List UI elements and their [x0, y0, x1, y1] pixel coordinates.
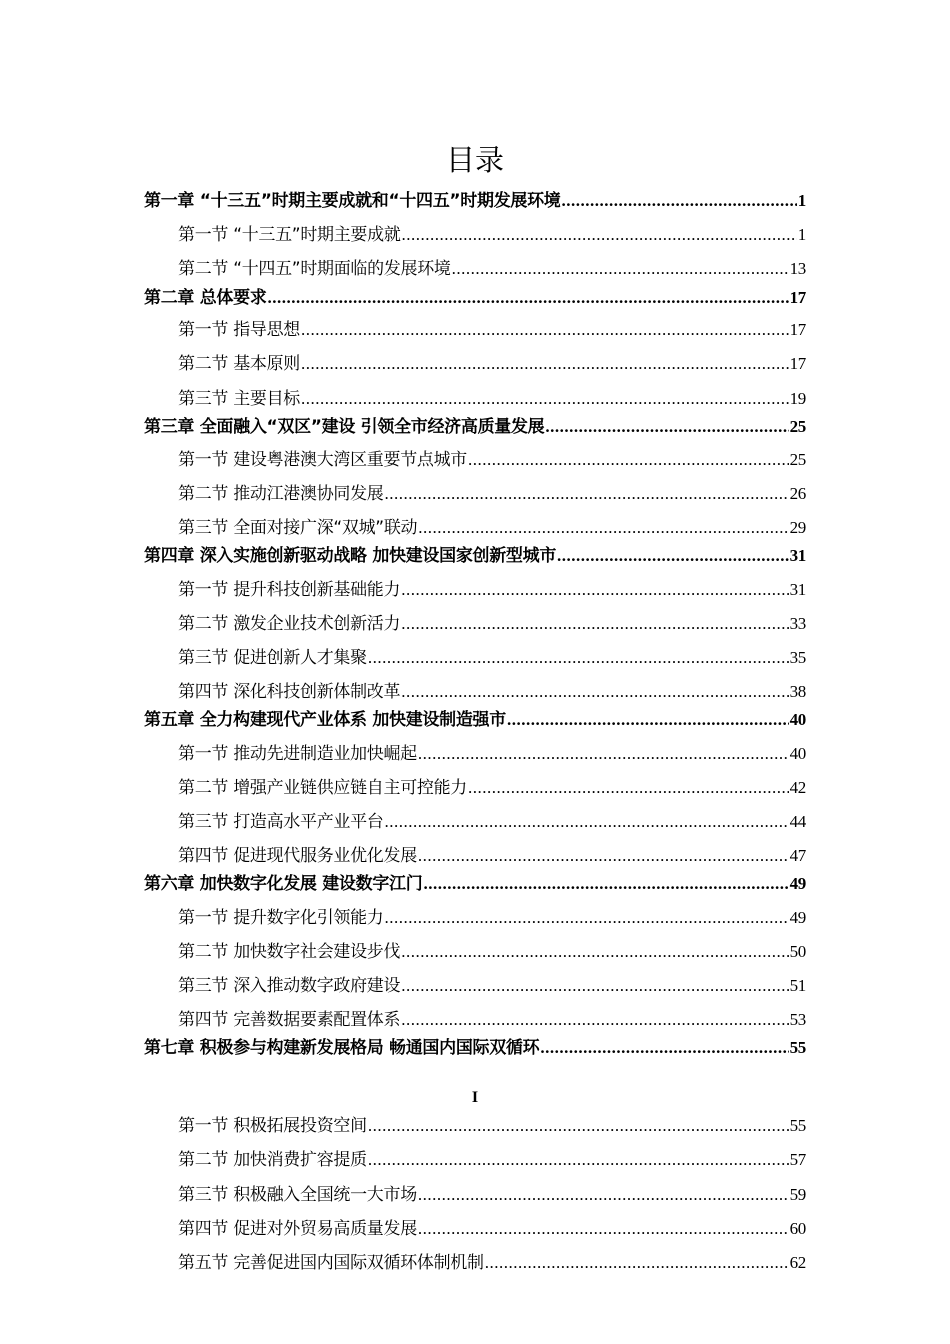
- toc-entry-page: 29: [789, 518, 806, 537]
- dot-leader: [368, 1150, 789, 1170]
- toc-entry-label: 第四节 深化科技创新体制改革: [178, 682, 401, 702]
- toc-entry-section[interactable]: [178, 937, 806, 962]
- toc-entry-section[interactable]: [178, 643, 806, 668]
- dot-leader: [418, 1185, 789, 1205]
- toc-entry-section[interactable]: [178, 841, 806, 866]
- dot-leader: [385, 484, 789, 504]
- toc-entry-label: 第三节 打造高水平产业平台: [178, 812, 384, 832]
- toc-entry-label: 第四节 促进现代服务业优化发展: [178, 846, 417, 866]
- toc-entry-label: 第二节 增强产业链供应链自主可控能力: [178, 778, 468, 798]
- toc-entry-label: 第二节 激发企业技术创新活力: [178, 614, 401, 634]
- toc-entry-label: 第三章 全面融入“双区”建设 引领全市经济高质量发展: [144, 417, 545, 437]
- dot-leader: [507, 710, 789, 730]
- dot-leader: [301, 320, 789, 340]
- toc-entry-page: 25: [789, 450, 806, 469]
- toc-entry-section[interactable]: [178, 1214, 806, 1239]
- toc-entry-page: 35: [789, 648, 806, 667]
- toc-entry-label: 第二章 总体要求: [144, 288, 267, 308]
- toc-entry-section[interactable]: [178, 773, 806, 798]
- dot-leader: [418, 846, 789, 866]
- toc-entry-page: 19: [789, 389, 806, 408]
- toc-entry-page: 57: [789, 1150, 806, 1169]
- dot-leader: [301, 354, 789, 374]
- toc-entry-page: 31: [789, 580, 806, 599]
- dot-leader: [368, 1116, 789, 1136]
- page-number: I: [471, 1089, 479, 1106]
- toc-entry-section[interactable]: [178, 384, 806, 409]
- toc-entry-page: 31: [789, 546, 806, 565]
- toc-entry-label: 第三节 主要目标: [178, 389, 301, 409]
- dot-leader: [401, 976, 788, 996]
- toc-entry-section[interactable]: [178, 971, 806, 996]
- dot-leader: [401, 1010, 788, 1030]
- toc-entry-section[interactable]: [178, 479, 806, 504]
- toc-entry-section[interactable]: [178, 903, 806, 928]
- dot-leader: [401, 614, 788, 634]
- toc-entry-page: 51: [789, 976, 806, 995]
- toc-entry-page: 26: [789, 484, 806, 503]
- dot-leader: [368, 648, 789, 668]
- dot-leader: [418, 744, 789, 764]
- toc-entry-label: 第二节 加快消费扩容提质: [178, 1150, 367, 1170]
- toc-entry-label: 第五章 全力构建现代产业体系 加快建设制造强市: [144, 710, 506, 730]
- toc-entry-page: 55: [789, 1038, 806, 1057]
- dot-leader: [423, 874, 788, 894]
- toc-entry-section[interactable]: [178, 609, 806, 634]
- toc-title: 目录: [445, 143, 504, 177]
- toc-entry-section[interactable]: [178, 1180, 806, 1205]
- toc-entry-label: 第六章 加快数字化发展 建设数字江门: [144, 874, 423, 894]
- dot-leader: [418, 1219, 789, 1239]
- toc-entry-page: 1: [797, 225, 806, 244]
- toc-entry-page: 60: [789, 1219, 806, 1238]
- toc-entry-page: 17: [789, 354, 806, 373]
- toc-entry-section[interactable]: [178, 1145, 806, 1170]
- toc-entry-page: 13: [789, 259, 806, 278]
- dot-leader: [268, 288, 789, 308]
- toc-entry-page: 42: [789, 778, 806, 797]
- toc-entry-page: 53: [789, 1010, 806, 1029]
- dot-leader: [545, 417, 788, 437]
- toc-entry-label: 第一节 “十三五”时期主要成就: [178, 225, 401, 245]
- dot-leader: [468, 450, 789, 470]
- toc-entry-label: 第二节 推动江港澳协同发展: [178, 484, 384, 504]
- toc-entry-label: 第一节 积极拓展投资空间: [178, 1116, 367, 1136]
- toc-entry-section[interactable]: [178, 220, 806, 245]
- toc-entry-label: 第一节 建设粤港澳大湾区重要节点城市: [178, 450, 468, 470]
- toc-entry-label: 第一节 指导思想: [178, 320, 301, 340]
- toc-entry-section[interactable]: [178, 1005, 806, 1030]
- toc-entry-label: 第四节 完善数据要素配置体系: [178, 1010, 401, 1030]
- toc-entry-page: 25: [789, 417, 806, 436]
- toc-entry-page: 40: [789, 744, 806, 763]
- toc-entry-section[interactable]: [178, 739, 806, 764]
- dot-leader: [540, 1038, 788, 1058]
- toc-entry-section[interactable]: [178, 315, 806, 340]
- toc-entry-label: 第二节 加快数字社会建设步伐: [178, 942, 401, 962]
- toc-entry-section[interactable]: [178, 349, 806, 374]
- toc-entry-chapter[interactable]: [144, 869, 806, 894]
- dot-leader: [301, 389, 789, 409]
- toc-entry-section[interactable]: [178, 445, 806, 470]
- toc-entry-label: 第一章 “十三五”时期主要成就和“十四五”时期发展环境: [144, 191, 561, 211]
- toc-entry-page: 40: [789, 710, 806, 729]
- toc-entry-page: 50: [789, 942, 806, 961]
- dot-leader: [418, 518, 788, 538]
- toc-entry-chapter[interactable]: [144, 705, 806, 730]
- toc-entry-page: 62: [789, 1253, 806, 1272]
- toc-entry-label: 第三节 积极融入全国统一大市场: [178, 1185, 417, 1205]
- toc-entry-label: 第二节 “十四五”时期面临的发展环境: [178, 259, 451, 279]
- toc-entry-label: 第二节 基本原则: [178, 354, 301, 374]
- toc-entry-section[interactable]: [178, 575, 806, 600]
- toc-entry-label: 第七章 积极参与构建新发展格局 畅通国内国际双循环: [144, 1038, 540, 1058]
- toc-entry-section[interactable]: [178, 1248, 806, 1273]
- toc-entry-label: 第一节 推动先进制造业加快崛起: [178, 744, 417, 764]
- toc-entry-page: 59: [789, 1185, 806, 1204]
- dot-leader: [402, 225, 797, 245]
- dot-leader: [401, 580, 788, 600]
- toc-entry-section[interactable]: [178, 807, 806, 832]
- toc-entry-label: 第四章 深入实施创新驱动战略 加快建设国家创新型城市: [144, 546, 557, 566]
- dot-leader: [452, 259, 789, 279]
- toc-entry-page: 17: [789, 320, 806, 339]
- toc-entry-page: 1: [797, 191, 806, 210]
- toc-entry-page: 55: [789, 1116, 806, 1135]
- toc-entry-page: 38: [789, 682, 806, 701]
- toc-entry-chapter[interactable]: [144, 283, 806, 308]
- toc-entry-label: 第三节 全面对接广深“双城”联动: [178, 518, 418, 538]
- toc-entry-chapter[interactable]: [144, 186, 806, 211]
- toc-entry-section[interactable]: [178, 677, 806, 702]
- toc-entry-page: 49: [789, 874, 806, 893]
- toc-entry-page: 49: [789, 908, 806, 927]
- toc-entry-page: 44: [789, 812, 806, 831]
- dot-leader: [385, 908, 789, 928]
- toc-entry-section[interactable]: [178, 513, 806, 538]
- toc-entry-page: 33: [789, 614, 806, 633]
- toc-entry-section[interactable]: [178, 254, 806, 279]
- toc-entry-label: 第三节 促进创新人才集聚: [178, 648, 367, 668]
- toc-entry-label: 第三节 深入推动数字政府建设: [178, 976, 401, 996]
- dot-leader: [401, 682, 788, 702]
- dot-leader: [401, 942, 788, 962]
- toc-entry-label: 第四节 促进对外贸易高质量发展: [178, 1219, 417, 1239]
- dot-leader: [557, 546, 789, 566]
- toc-entry-label: 第一节 提升数字化引领能力: [178, 908, 384, 928]
- dot-leader: [385, 812, 789, 832]
- dot-leader: [468, 778, 789, 798]
- toc-entry-section[interactable]: [178, 1111, 806, 1136]
- toc-entry-chapter[interactable]: [144, 412, 806, 437]
- toc-entry-label: 第一节 提升科技创新基础能力: [178, 580, 401, 600]
- dot-leader: [562, 191, 797, 211]
- toc-entry-page: 17: [789, 288, 806, 307]
- dot-leader: [485, 1253, 789, 1273]
- toc-entry-chapter[interactable]: [144, 1033, 806, 1058]
- toc-entry-chapter[interactable]: [144, 541, 806, 566]
- toc-entry-label: 第五节 完善促进国内国际双循环体制机制: [178, 1253, 484, 1273]
- toc-entry-page: 47: [789, 846, 806, 865]
